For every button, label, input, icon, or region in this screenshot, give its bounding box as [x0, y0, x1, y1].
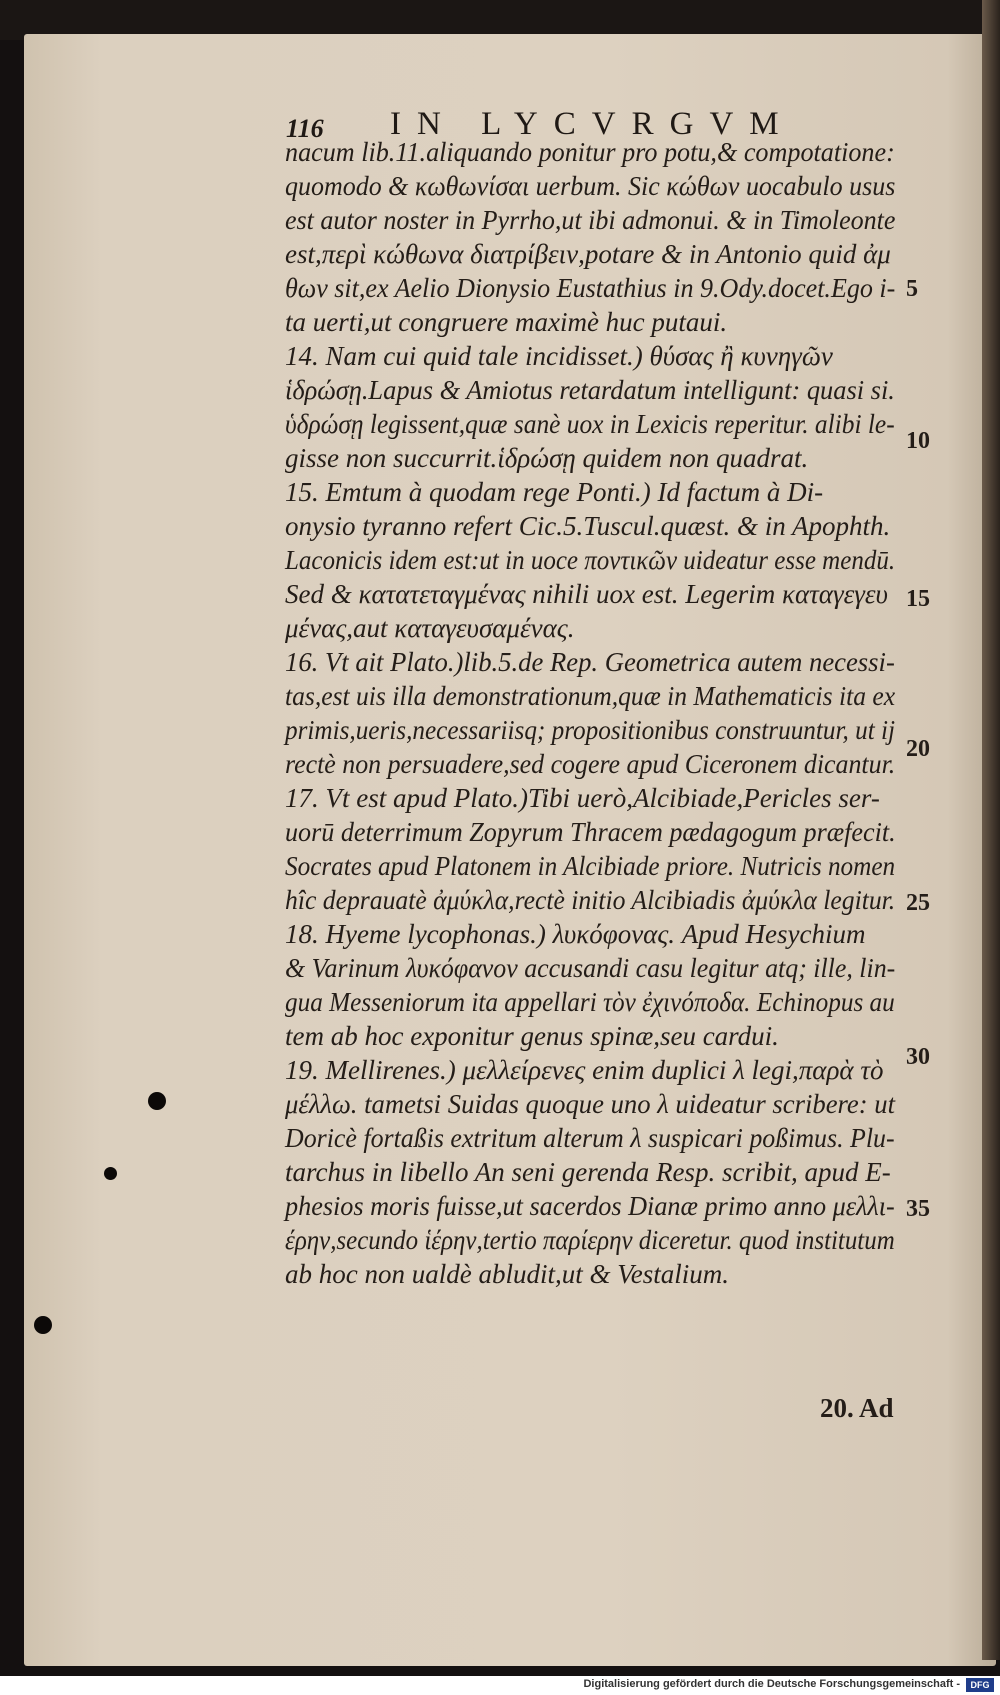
text-line: ὑδρώσῃ legissent,quæ sanè uox in Lexicis reperitur. alibi le-: [285, 409, 895, 439]
text-line: & Varinum λυκόφανον accusandi casu legitur atq; ille, lin-: [285, 953, 896, 983]
text-line: tas,est uis illa demonstrationum,quæ in Mathematicis ita ex: [285, 681, 896, 711]
text-line: μέλλω. tametsi Suidas quoque uno λ uideatur scribere: ut: [285, 1089, 896, 1119]
line-number: 30: [906, 1044, 930, 1070]
text-line: nacum lib.11.aliquando ponitur pro potu,& compotatione:: [285, 137, 895, 167]
text-line: quomodo & κωθωνίσαι uerbum. Sic κώθων uocabulo usus: [285, 171, 896, 201]
text-line: uorū deterrimum Zopyrum Thracem pædagogum præfecit.: [285, 817, 896, 847]
text-line: hîc deprauatè ἀμύκλα,rectè initio Alcibiadis ἀμύκλα legitur.: [285, 885, 896, 915]
scan-edge-right: [982, 0, 1000, 1660]
text-line: 19. Mellirenes.) μελλείρενες enim duplici λ legi,παρὰ τὸ: [285, 1055, 884, 1085]
footer-bar: [0, 1676, 1000, 1695]
dfg-logo: DFG: [966, 1678, 994, 1692]
text-line: 17. Vt est apud Plato.)Tibi uerò,Alcibiade,Pericles ser-: [285, 783, 880, 813]
text-line: est,περὶ κώθωνα διατρίβειν,potare & in Antonio quid ἀμ: [285, 239, 891, 269]
text-line: μένας,aut καταγευσαμένας.: [285, 613, 575, 643]
text-line: ἱδρώσῃ.Lapus & Amiotus retardatum intelligunt: quasi si.: [285, 375, 895, 405]
text-line: gisse non succurrit.ἱδρώσῃ quidem non quadrat.: [285, 443, 809, 473]
line-number: 20: [906, 736, 930, 762]
text-line: est autor noster in Pyrrho,ut ibi admonui. & in Timoleonte: [285, 205, 896, 235]
funding-credit: Digitalisierung gefördert durch die Deutsche Forschungsgemeinschaft -: [583, 1678, 960, 1690]
text-line: Socrates apud Platonem in Alcibiade priore. Nutricis nomen: [285, 851, 896, 881]
line-number: 5: [906, 276, 918, 302]
text-line: phesios moris fuisse,ut sacerdos Dianæ primo anno μελλι-: [285, 1191, 895, 1221]
text-line: rectè non persuadere,sed cogere apud Ciceronem dicantur.: [285, 749, 896, 779]
line-number: 10: [906, 428, 930, 454]
text-line: 15. Emtum à quodam rege Ponti.) Id factum à Di-: [285, 477, 824, 507]
text-line: gua Messeniorum ita appellari τὸν ἐχινόποδα. Echinopus au: [285, 987, 895, 1017]
line-number: 35: [906, 1196, 930, 1222]
text-line: ab hoc non ualdè abludit,ut & Vestalium.: [285, 1259, 729, 1289]
bleed-through-mark: [34, 1316, 52, 1334]
text-line: Doricè fortaßis extritum alterum λ suspicari poßimus. Plu-: [285, 1123, 895, 1153]
text-line: tem ab hoc exponitur genus spinæ,seu cardui.: [285, 1021, 779, 1051]
page-number: 116: [286, 114, 324, 143]
running-title: IN LYCVRGVM: [390, 106, 795, 142]
text-line: 16. Vt ait Plato.)lib.5.de Rep. Geometrica autem necessi-: [285, 647, 895, 677]
text-line: Laconicis idem est:ut in uoce ποντικῶν uideatur esse mendū.: [285, 545, 896, 575]
line-number: 25: [906, 890, 930, 916]
catchword: 20. Ad: [820, 1393, 894, 1423]
text-line: primis,ueris,necessariisq; propositionibus construuntur, ut ij: [285, 715, 895, 745]
text-line: θων sit,ex Aelio Dionysio Eustathius in 9.Ody.docet.Ego i-: [285, 273, 896, 303]
text-line: Sed & κατατεταγμένας nihili uox est. Legerim καταγεγευ: [285, 579, 888, 609]
text-line: έρην,secundo ἱέρην,tertio παρίερην diceretur. quod institutum: [285, 1225, 895, 1255]
text-line: 18. Hyeme lycophonas.) λυκόφονας. Apud Hesychium: [285, 919, 866, 949]
bleed-through-mark: [148, 1092, 166, 1110]
text-line: 14. Nam cui quid tale incidisset.) θύσας ἢ κυνηγῶν: [285, 341, 833, 371]
bleed-through-mark: [104, 1167, 117, 1180]
line-number: 15: [906, 586, 930, 612]
text-line: ta uerti,ut congruere maximè huc putaui.: [285, 307, 728, 337]
text-line: tarchus in libello An seni gerenda Resp. scribit, apud E-: [285, 1157, 891, 1187]
text-line: onysio tyranno refert Cic.5.Tuscul.quæst. & in Apophth.: [285, 511, 891, 541]
